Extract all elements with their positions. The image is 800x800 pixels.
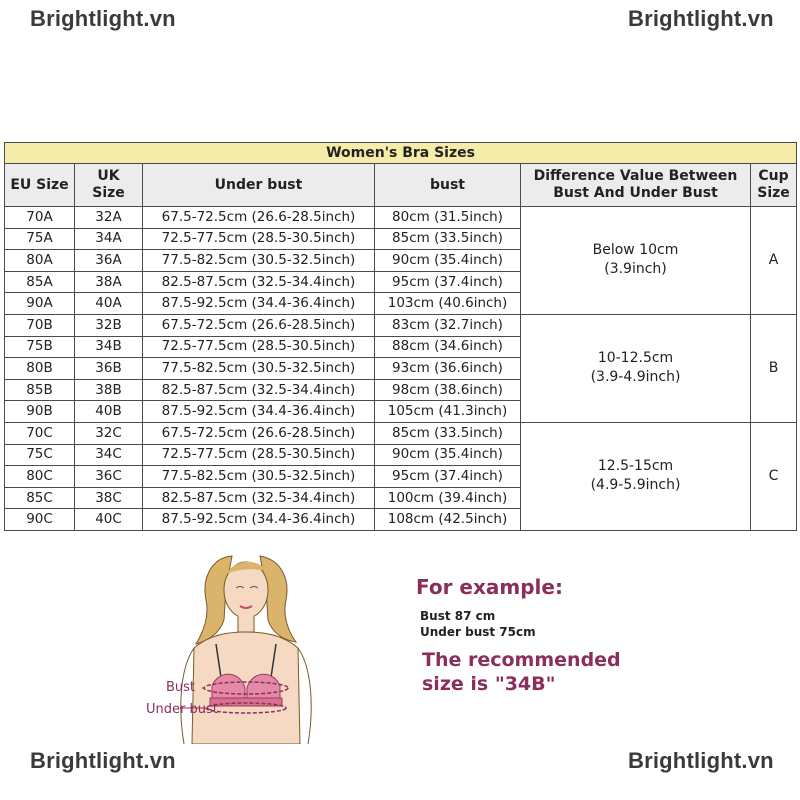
bust-cell: 93cm (36.6inch) — [375, 358, 521, 380]
header-uk-line2: Size — [92, 185, 125, 201]
table-row — [5, 422, 797, 444]
header-under-bust: Under bust — [143, 164, 375, 207]
bust-cell: 98cm (38.6inch) — [375, 379, 521, 401]
eu-size-cell: 90A — [5, 293, 75, 315]
difference-line1: 10-12.5cm — [597, 350, 674, 367]
header-cup-line1: Cup — [758, 168, 789, 184]
uk-size-cell: 36B — [75, 358, 143, 380]
eu-size-cell: 90B — [5, 401, 75, 423]
example-section — [0, 548, 800, 748]
under-bust-cell: 82.5-87.5cm (32.5-34.4inch) — [143, 379, 375, 401]
eu-size-cell: 75C — [5, 444, 75, 466]
example-title: For example: — [416, 575, 563, 599]
bust-cell: 103cm (40.6inch) — [375, 293, 521, 315]
header-bust: bust — [375, 164, 521, 207]
difference-line1: 12.5-15cm — [597, 458, 674, 475]
eu-size-cell: 85A — [5, 271, 75, 293]
header-cup-line2: Size — [757, 185, 790, 201]
uk-size-cell: 40A — [75, 293, 143, 315]
bust-cell: 90cm (35.4inch) — [375, 444, 521, 466]
uk-size-cell: 36A — [75, 250, 143, 272]
recommendation-line1: The recommended — [422, 649, 621, 671]
under-bust-cell: 77.5-82.5cm (30.5-32.5inch) — [143, 358, 375, 380]
eu-size-cell: 70C — [5, 422, 75, 444]
recommendation-line2: size is "34B" — [422, 673, 556, 695]
watermark-top-right: Brightlight.vn — [628, 6, 774, 31]
bust-cell: 100cm (39.4inch) — [375, 487, 521, 509]
uk-size-cell: 34A — [75, 228, 143, 250]
under-bust-cell: 82.5-87.5cm (32.5-34.4inch) — [143, 487, 375, 509]
difference-cell-a — [521, 207, 751, 315]
watermark-bottom-left: Brightlight.vn — [30, 748, 176, 773]
eu-size-cell: 80A — [5, 250, 75, 272]
label-under-bust: Under bust — [146, 702, 218, 717]
header-eu-size: EU Size — [5, 164, 75, 207]
under-bust-cell: 87.5-92.5cm (34.4-36.4inch) — [143, 401, 375, 423]
under-bust-cell: 77.5-82.5cm (30.5-32.5inch) — [143, 250, 375, 272]
table-title: Women's Bra Sizes — [5, 143, 797, 164]
uk-size-cell: 38B — [75, 379, 143, 401]
bust-cell: 95cm (37.4inch) — [375, 466, 521, 488]
cup-size-cell-b: B — [751, 314, 797, 422]
uk-size-cell: 32A — [75, 207, 143, 229]
eu-size-cell: 80B — [5, 358, 75, 380]
under-bust-cell: 72.5-77.5cm (28.5-30.5inch) — [143, 228, 375, 250]
bust-cell: 85cm (33.5inch) — [375, 228, 521, 250]
uk-size-cell: 38A — [75, 271, 143, 293]
header-cup-size — [751, 164, 797, 207]
under-bust-cell: 72.5-77.5cm (28.5-30.5inch) — [143, 336, 375, 358]
watermark-bottom-right: Brightlight.vn — [628, 748, 774, 773]
uk-size-cell: 40B — [75, 401, 143, 423]
bust-cell: 88cm (34.6inch) — [375, 336, 521, 358]
difference-cell-c — [521, 422, 751, 530]
bust-cell: 95cm (37.4inch) — [375, 271, 521, 293]
difference-line2: (4.9-5.9inch) — [590, 477, 681, 494]
header-diff-line2: Bust And Under Bust — [553, 185, 718, 201]
eu-size-cell: 85C — [5, 487, 75, 509]
difference-line2: (3.9-4.9inch) — [590, 369, 681, 386]
example-under-bust-value: Under bust 75cm — [420, 625, 536, 639]
watermark-top-left: Brightlight.vn — [30, 6, 176, 31]
bust-cell: 83cm (32.7inch) — [375, 314, 521, 336]
bra-size-table — [4, 142, 797, 531]
cup-size-cell-a: A — [751, 207, 797, 315]
uk-size-cell: 40C — [75, 509, 143, 531]
under-bust-cell: 72.5-77.5cm (28.5-30.5inch) — [143, 444, 375, 466]
uk-size-cell: 34C — [75, 444, 143, 466]
header-difference — [521, 164, 751, 207]
table-row — [5, 314, 797, 336]
under-bust-cell: 77.5-82.5cm (30.5-32.5inch) — [143, 466, 375, 488]
header-diff-line1: Difference Value Between — [533, 168, 738, 184]
bust-cell: 105cm (41.3inch) — [375, 401, 521, 423]
eu-size-cell: 70A — [5, 207, 75, 229]
uk-size-cell: 34B — [75, 336, 143, 358]
recommendation-text — [422, 648, 621, 696]
uk-size-cell: 36C — [75, 466, 143, 488]
label-bust: Bust — [166, 680, 196, 695]
difference-line2: (3.9inch) — [604, 261, 667, 278]
eu-size-cell: 90C — [5, 509, 75, 531]
header-uk-size — [75, 164, 143, 207]
uk-size-cell: 32C — [75, 422, 143, 444]
under-bust-cell: 67.5-72.5cm (26.6-28.5inch) — [143, 422, 375, 444]
bust-cell: 85cm (33.5inch) — [375, 422, 521, 444]
under-bust-cell: 87.5-92.5cm (34.4-36.4inch) — [143, 509, 375, 531]
eu-size-cell: 75B — [5, 336, 75, 358]
eu-size-cell: 80C — [5, 466, 75, 488]
uk-size-cell: 38C — [75, 487, 143, 509]
bust-cell: 90cm (35.4inch) — [375, 250, 521, 272]
eu-size-cell: 85B — [5, 379, 75, 401]
under-bust-cell: 87.5-92.5cm (34.4-36.4inch) — [143, 293, 375, 315]
under-bust-cell: 82.5-87.5cm (32.5-34.4inch) — [143, 271, 375, 293]
uk-size-cell: 32B — [75, 314, 143, 336]
eu-size-cell: 75A — [5, 228, 75, 250]
header-uk-line1: UK — [97, 168, 120, 184]
under-bust-cell: 67.5-72.5cm (26.6-28.5inch) — [143, 207, 375, 229]
bust-cell: 108cm (42.5inch) — [375, 509, 521, 531]
example-bust-value: Bust 87 cm — [420, 609, 496, 623]
difference-line1: Below 10cm — [592, 242, 679, 259]
bust-cell: 80cm (31.5inch) — [375, 207, 521, 229]
difference-cell-b — [521, 314, 751, 422]
under-bust-cell: 67.5-72.5cm (26.6-28.5inch) — [143, 314, 375, 336]
table-row — [5, 207, 797, 229]
eu-size-cell: 70B — [5, 314, 75, 336]
cup-size-cell-c: C — [751, 422, 797, 530]
